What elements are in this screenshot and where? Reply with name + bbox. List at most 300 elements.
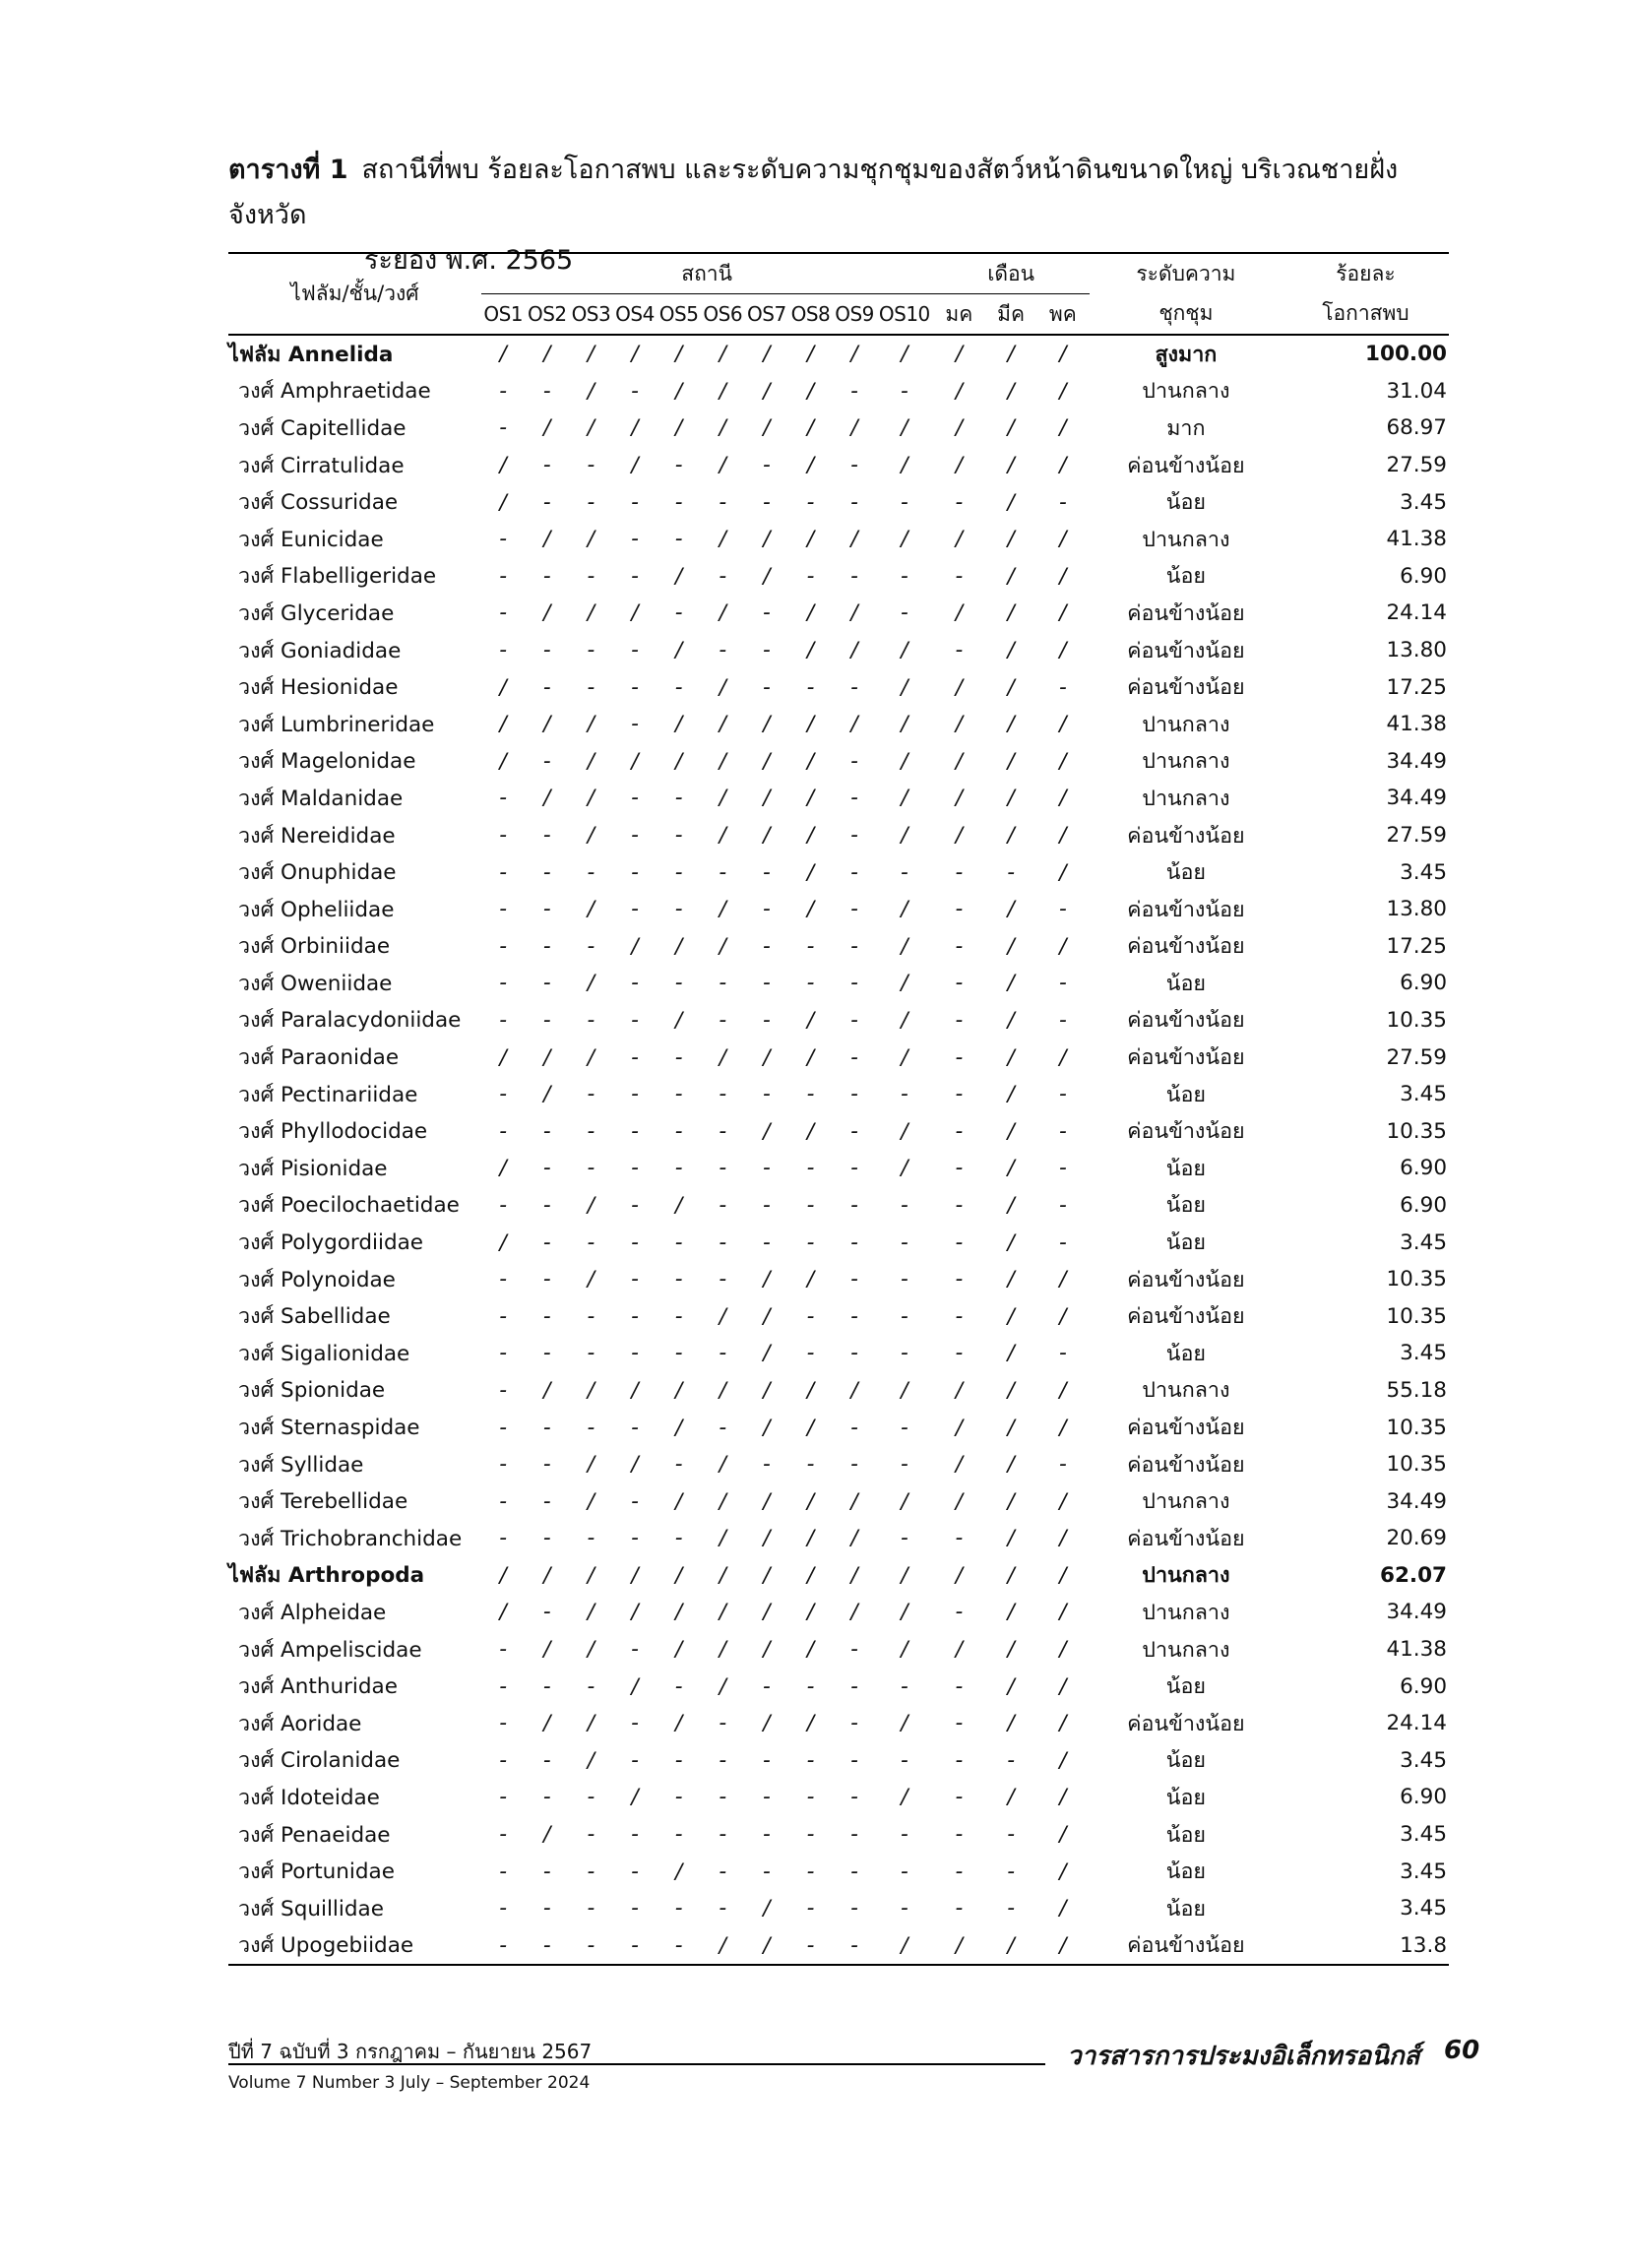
presence-mark: - <box>587 1118 595 1144</box>
family-row <box>228 1187 1449 1225</box>
presence-mark: - <box>542 1341 551 1366</box>
family-row <box>228 706 1449 743</box>
header-os1: OS1 <box>483 302 524 326</box>
presence-mark: / <box>1007 712 1015 737</box>
presence-mark: / <box>1007 1932 1015 1958</box>
abundance-level: ค่อนข้างน้อย <box>1127 934 1245 960</box>
taxon-name: วงศ์ Alpheidae <box>238 1600 387 1625</box>
presence-mark: - <box>955 1229 964 1255</box>
family-row <box>228 595 1449 632</box>
presence-mark: - <box>806 1858 815 1884</box>
taxon-name: วงศ์ Glyceridae <box>238 600 395 626</box>
presence-mark: / <box>1059 1562 1067 1588</box>
abundance-level: ค่อนข้างน้อย <box>1127 675 1245 701</box>
presence-mark: / <box>719 1452 726 1478</box>
presence-mark: / <box>1007 1007 1015 1033</box>
presence-mark: / <box>850 415 858 441</box>
presence-mark: / <box>763 786 771 811</box>
presence-mark: / <box>587 1044 595 1070</box>
presence-mark: - <box>955 1118 964 1144</box>
presence-mark: - <box>542 1156 551 1181</box>
presence-mark: - <box>631 971 639 996</box>
presence-mark: / <box>499 1156 507 1181</box>
presence-mark: - <box>499 1488 508 1514</box>
presence-mark: - <box>719 1858 727 1884</box>
presence-mark: - <box>587 933 595 959</box>
presence-mark: - <box>955 1822 964 1848</box>
presence-mark: - <box>674 453 683 478</box>
presence-mark: - <box>955 1341 964 1366</box>
presence-mark: / <box>499 1562 507 1588</box>
presence-mark: / <box>543 342 551 367</box>
caption-line-1: สถานีที่พบ ร้อยละโอกาสพบ และระดับความชุกชุมของสัตว์หน้าดินขนาดใหญ่ บริเวณชายฝั่งจังหวัด <box>228 155 1399 230</box>
presence-mark: - <box>631 1229 639 1255</box>
presence-mark: - <box>1058 1118 1067 1144</box>
presence-mark: / <box>543 600 551 626</box>
presence-mark: / <box>1007 415 1015 441</box>
presence-mark: / <box>587 897 595 922</box>
family-row <box>228 483 1449 521</box>
presence-mark: - <box>719 1082 727 1107</box>
taxon-name: วงศ์ Capitellidae <box>238 415 407 441</box>
presence-mark: - <box>955 1044 964 1070</box>
presence-mark: - <box>850 1229 858 1255</box>
presence-mark: / <box>587 786 595 811</box>
presence-mark: - <box>674 527 683 552</box>
presence-mark: / <box>901 527 908 552</box>
presence-mark: - <box>1058 971 1067 996</box>
family-row <box>228 928 1449 966</box>
presence-mark: / <box>587 1637 595 1663</box>
presence-mark: - <box>955 1192 964 1218</box>
presence-mark: - <box>900 1858 908 1884</box>
presence-mark: - <box>542 489 551 515</box>
occurrence-percent: 68.97 <box>1386 415 1447 441</box>
header-month: เดือน <box>932 253 1090 294</box>
presence-mark: / <box>850 1488 858 1514</box>
presence-mark: - <box>955 1526 964 1551</box>
abundance-level: น้อย <box>1165 860 1206 886</box>
presence-mark: / <box>955 1415 963 1440</box>
presence-mark: / <box>674 638 683 663</box>
taxon-name: วงศ์ Upogebiidae <box>238 1933 414 1959</box>
presence-mark: / <box>674 1377 683 1403</box>
presence-mark: / <box>674 1858 683 1884</box>
presence-mark: / <box>850 1562 858 1588</box>
taxon-name: ไฟลัม Arthropoda <box>228 1563 425 1589</box>
presence-mark: / <box>719 748 726 774</box>
abundance-level: ปานกลาง <box>1142 1600 1230 1625</box>
presence-mark: - <box>762 1822 771 1848</box>
presence-mark: / <box>499 342 507 367</box>
occurrence-percent: 24.14 <box>1386 600 1447 626</box>
presence-mark: / <box>719 600 726 626</box>
presence-mark: - <box>850 563 858 589</box>
presence-mark: - <box>955 1785 964 1810</box>
presence-mark: - <box>674 489 683 515</box>
presence-mark: / <box>850 527 858 552</box>
occurrence-percent: 17.25 <box>1386 674 1447 700</box>
presence-mark: / <box>806 342 815 367</box>
header-os8: OS8 <box>790 302 831 326</box>
header-level-1: ระดับความ <box>1136 261 1236 285</box>
presence-mark: / <box>1059 378 1067 404</box>
presence-mark: - <box>955 897 964 922</box>
presence-mark: - <box>499 933 508 959</box>
presence-mark: / <box>1007 786 1015 811</box>
abundance-level: น้อย <box>1165 1082 1206 1107</box>
presence-mark: - <box>1058 489 1067 515</box>
presence-mark: - <box>542 1118 551 1144</box>
presence-mark: / <box>901 1044 908 1070</box>
presence-mark: / <box>763 563 771 589</box>
presence-mark: / <box>850 1600 858 1625</box>
abundance-level: ปานกลาง <box>1142 1563 1230 1589</box>
family-row <box>228 668 1449 706</box>
header-station: สถานี <box>481 253 932 294</box>
taxon-name: วงศ์ Polygordiidae <box>238 1230 424 1256</box>
taxon-name: วงศ์ Trichobranchidae <box>238 1526 463 1551</box>
presence-mark: - <box>955 933 964 959</box>
presence-mark: - <box>850 786 858 811</box>
presence-mark: / <box>1059 1488 1067 1514</box>
presence-mark: - <box>900 563 908 589</box>
presence-mark: / <box>674 1007 683 1033</box>
presence-mark: - <box>719 1822 727 1848</box>
family-row <box>228 817 1449 854</box>
occurrence-percent: 3.45 <box>1400 1229 1447 1255</box>
presence-mark: - <box>587 563 595 589</box>
abundance-level: ปานกลาง <box>1142 1378 1230 1404</box>
presence-mark: - <box>900 1229 908 1255</box>
presence-mark: - <box>631 1896 639 1922</box>
taxon-name: วงศ์ Pisionidae <box>238 1156 388 1181</box>
presence-mark: / <box>1059 1822 1067 1848</box>
taxon-name: วงศ์ Cirolanidae <box>238 1748 401 1774</box>
presence-mark: / <box>1007 453 1015 478</box>
abundance-level: ค่อนข้างน้อย <box>1127 1452 1245 1478</box>
presence-mark: - <box>806 563 815 589</box>
presence-mark: / <box>719 527 726 552</box>
presence-mark: / <box>763 748 771 774</box>
presence-mark: - <box>542 1452 551 1478</box>
abundance-level: น้อย <box>1165 971 1206 996</box>
presence-mark: / <box>499 748 507 774</box>
presence-mark: - <box>1058 1156 1067 1181</box>
presence-mark: - <box>900 1673 908 1699</box>
presence-mark: / <box>719 1526 726 1551</box>
presence-mark: / <box>631 748 639 774</box>
presence-mark: / <box>719 786 726 811</box>
presence-mark: / <box>955 378 963 404</box>
presence-mark: / <box>1059 1303 1067 1329</box>
presence-mark: / <box>587 378 595 404</box>
presence-mark: - <box>850 1156 858 1181</box>
presence-mark: / <box>543 1711 551 1736</box>
presence-mark: - <box>542 1192 551 1218</box>
family-row <box>228 1594 1449 1631</box>
presence-mark: - <box>674 1822 683 1848</box>
presence-mark: / <box>763 1711 771 1736</box>
taxon-name: วงศ์ Portunidae <box>238 1859 395 1885</box>
presence-mark: - <box>499 1822 508 1848</box>
presence-mark: / <box>1059 563 1067 589</box>
presence-mark: - <box>955 1156 964 1181</box>
presence-mark: - <box>806 1822 815 1848</box>
presence-mark: / <box>806 748 815 774</box>
presence-mark: / <box>901 897 908 922</box>
presence-mark: / <box>1059 1600 1067 1625</box>
presence-mark: - <box>674 1229 683 1255</box>
presence-mark: - <box>499 1118 508 1144</box>
presence-mark: / <box>955 415 963 441</box>
presence-mark: / <box>901 1377 908 1403</box>
occurrence-percent: 13.8 <box>1400 1932 1447 1958</box>
presence-mark: / <box>1007 600 1015 626</box>
presence-mark: - <box>499 971 508 996</box>
presence-mark: - <box>762 1747 771 1773</box>
presence-mark: - <box>806 1747 815 1773</box>
presence-mark: - <box>631 823 639 849</box>
presence-mark: / <box>719 1673 726 1699</box>
presence-mark: / <box>1059 1747 1067 1773</box>
presence-mark: - <box>542 1673 551 1699</box>
presence-mark: / <box>674 1192 683 1218</box>
presence-mark: / <box>901 638 908 663</box>
presence-mark: - <box>499 897 508 922</box>
presence-mark: / <box>1059 600 1067 626</box>
presence-mark: / <box>674 1415 683 1440</box>
taxon-name: วงศ์ Polynoidae <box>238 1267 396 1292</box>
presence-mark: - <box>542 1785 551 1810</box>
presence-mark: - <box>900 378 908 404</box>
presence-mark: / <box>543 1044 551 1070</box>
presence-mark: / <box>763 1600 771 1625</box>
family-row <box>228 1890 1449 1927</box>
presence-mark: - <box>850 1747 858 1773</box>
presence-mark: / <box>955 600 963 626</box>
presence-mark: / <box>543 1562 551 1588</box>
header-os6: OS6 <box>703 302 743 326</box>
presence-mark: - <box>499 1896 508 1922</box>
presence-mark: - <box>806 971 815 996</box>
presence-mark: - <box>587 859 595 885</box>
presence-mark: / <box>1007 378 1015 404</box>
presence-mark: - <box>955 1007 964 1033</box>
presence-mark: / <box>901 415 908 441</box>
presence-mark: / <box>674 748 683 774</box>
taxon-name: วงศ์ Eunicidae <box>238 527 384 552</box>
presence-mark: / <box>901 786 908 811</box>
presence-mark: - <box>674 1526 683 1551</box>
taxon-name: วงศ์ Amphraetidae <box>238 379 431 405</box>
presence-mark: / <box>1007 1673 1015 1699</box>
presence-mark: - <box>674 823 683 849</box>
occurrence-percent: 13.80 <box>1386 638 1447 663</box>
taxon-name: วงศ์ Phyllodocidae <box>238 1119 428 1145</box>
family-row <box>228 1927 1449 1966</box>
presence-mark: / <box>719 1932 726 1958</box>
presence-mark: - <box>674 897 683 922</box>
presence-mark: / <box>587 1562 595 1588</box>
presence-mark: - <box>900 600 908 626</box>
presence-mark: / <box>763 712 771 737</box>
presence-mark: - <box>955 489 964 515</box>
taxon-name: วงศ์ Spionidae <box>238 1378 386 1404</box>
presence-mark: / <box>631 600 639 626</box>
presence-mark: - <box>719 1747 727 1773</box>
presence-mark: - <box>587 1082 595 1107</box>
abundance-level: น้อย <box>1165 1859 1206 1885</box>
presence-mark: - <box>762 1156 771 1181</box>
presence-mark: / <box>806 1488 815 1514</box>
presence-mark: - <box>719 1711 727 1736</box>
family-row <box>228 1076 1449 1113</box>
presence-mark: / <box>674 1637 683 1663</box>
presence-mark: / <box>850 600 858 626</box>
presence-mark: - <box>631 1415 639 1440</box>
presence-mark: / <box>763 1044 771 1070</box>
presence-mark: / <box>543 1822 551 1848</box>
presence-mark: - <box>674 1044 683 1070</box>
presence-mark: / <box>901 712 908 737</box>
presence-mark: / <box>499 1229 507 1255</box>
presence-mark: - <box>955 1303 964 1329</box>
presence-mark: / <box>543 527 551 552</box>
presence-mark: - <box>499 1711 508 1736</box>
presence-mark: - <box>631 1341 639 1366</box>
presence-mark: - <box>542 823 551 849</box>
presence-mark: / <box>1007 971 1015 996</box>
presence-mark: / <box>901 748 908 774</box>
presence-mark: - <box>719 1118 727 1144</box>
presence-mark: / <box>719 342 726 367</box>
presence-mark: - <box>631 378 639 404</box>
abundance-level: ค่อนข้างน้อย <box>1127 1933 1245 1959</box>
family-row <box>228 1112 1449 1150</box>
presence-mark: - <box>850 489 858 515</box>
presence-mark: / <box>901 1600 908 1625</box>
family-row <box>228 1520 1449 1557</box>
presence-mark: - <box>587 1156 595 1181</box>
occurrence-percent: 10.35 <box>1386 1267 1447 1292</box>
presence-mark: - <box>806 1673 815 1699</box>
presence-mark: / <box>674 1600 683 1625</box>
presence-mark: - <box>674 1341 683 1366</box>
taxon-name: วงศ์ Flabelligeridae <box>238 564 437 590</box>
presence-mark: - <box>631 897 639 922</box>
presence-mark: / <box>674 1711 683 1736</box>
presence-mark: / <box>955 1637 963 1663</box>
presence-mark: - <box>850 1415 858 1440</box>
presence-mark: - <box>806 933 815 959</box>
presence-mark: / <box>1007 1118 1015 1144</box>
taxon-name: วงศ์ Aoridae <box>238 1711 362 1736</box>
presence-mark: - <box>499 1452 508 1478</box>
presence-mark: - <box>762 1673 771 1699</box>
presence-mark: - <box>806 1082 815 1107</box>
taxon-name: วงศ์ Hesionidae <box>238 675 399 701</box>
abundance-level: สูงมาก <box>1155 342 1218 367</box>
presence-mark: - <box>850 1452 858 1478</box>
abundance-level: น้อย <box>1165 1748 1206 1774</box>
presence-mark: / <box>587 1192 595 1218</box>
presence-mark: / <box>763 1562 771 1588</box>
presence-mark: / <box>806 415 815 441</box>
taxon-name: วงศ์ Opheliidae <box>238 897 395 922</box>
presence-mark: / <box>901 1932 908 1958</box>
presence-mark: / <box>1059 786 1067 811</box>
presence-mark: - <box>631 1118 639 1144</box>
family-row <box>228 1705 1449 1742</box>
occurrence-percent: 6.90 <box>1400 1192 1447 1218</box>
presence-mark: / <box>763 1526 771 1551</box>
presence-mark: - <box>587 1526 595 1551</box>
abundance-level: ค่อนข้างน้อย <box>1127 638 1245 663</box>
occurrence-percent: 41.38 <box>1386 527 1447 552</box>
taxon-name: วงศ์ Anthuridae <box>238 1674 398 1700</box>
header-os3: OS3 <box>571 302 611 326</box>
presence-mark: / <box>587 748 595 774</box>
presence-mark: / <box>719 1562 726 1588</box>
presence-mark: - <box>499 415 508 441</box>
presence-mark: / <box>1007 527 1015 552</box>
presence-mark: - <box>850 823 858 849</box>
family-row <box>228 1372 1449 1410</box>
presence-mark: / <box>1059 1044 1067 1070</box>
header-os2: OS2 <box>527 302 567 326</box>
presence-mark: - <box>900 1452 908 1478</box>
presence-mark: - <box>542 563 551 589</box>
presence-mark: - <box>674 600 683 626</box>
presence-mark: - <box>762 1192 771 1218</box>
header-pct-2: โอกาสพบ <box>1322 301 1409 326</box>
presence-mark: - <box>900 859 908 885</box>
presence-mark: / <box>1007 823 1015 849</box>
presence-mark: / <box>763 1932 771 1958</box>
abundance-level: ค่อนข้างน้อย <box>1127 1526 1245 1551</box>
occurrence-percent: 6.90 <box>1400 971 1447 996</box>
presence-mark: - <box>955 1711 964 1736</box>
occurrence-percent: 55.18 <box>1386 1377 1447 1403</box>
presence-mark: - <box>499 638 508 663</box>
presence-mark: / <box>1007 1082 1015 1107</box>
taxon-name: วงศ์ Paralacydoniidae <box>238 1008 462 1034</box>
presence-mark: - <box>850 1822 858 1848</box>
presence-mark: / <box>806 1637 815 1663</box>
presence-mark: - <box>806 1156 815 1181</box>
presence-mark: - <box>850 971 858 996</box>
presence-mark: - <box>587 1303 595 1329</box>
presence-mark: / <box>1007 1377 1015 1403</box>
presence-mark: / <box>719 823 726 849</box>
occurrence-percent: 34.49 <box>1386 748 1447 774</box>
presence-mark: - <box>850 674 858 700</box>
taxon-name: วงศ์ Sternaspidae <box>238 1416 420 1441</box>
taxon-name: วงศ์ Poecilochaetidae <box>238 1193 460 1219</box>
taxon-name: วงศ์ Terebellidae <box>238 1489 408 1515</box>
presence-mark: - <box>762 1082 771 1107</box>
presence-mark: - <box>762 897 771 922</box>
presence-mark: / <box>850 712 858 737</box>
presence-mark: - <box>499 1526 508 1551</box>
presence-mark: - <box>850 1858 858 1884</box>
presence-mark: / <box>631 1785 639 1810</box>
occurrence-percent: 10.35 <box>1386 1007 1447 1033</box>
taxon-name: วงศ์ Sigalionidae <box>238 1341 410 1366</box>
header-month-jan: มค <box>945 301 973 326</box>
presence-mark: - <box>900 1192 908 1218</box>
